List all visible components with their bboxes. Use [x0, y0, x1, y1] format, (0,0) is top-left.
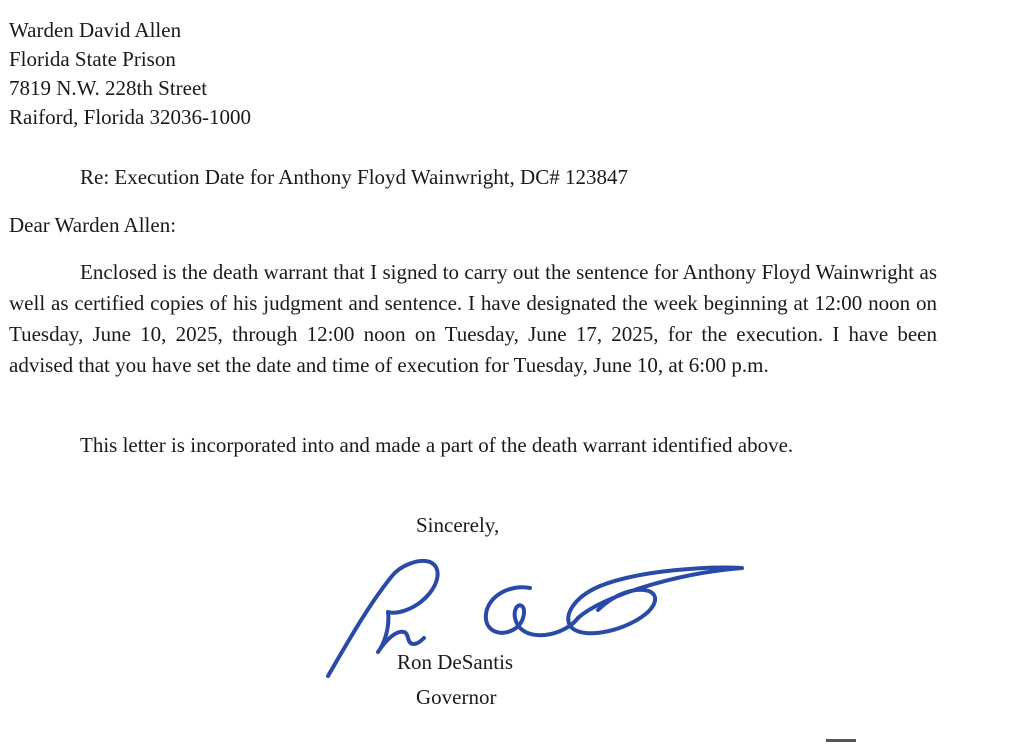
signer-title: Governor	[416, 685, 497, 709]
salutation: Dear Warden Allen:	[9, 213, 177, 237]
body-paragraph-1: Enclosed is the death warrant that I signed to carry out the sentence for Anthony Floyd Wainwright as well as certified copies of his judgment and sentence. I have designated the week beginning at 12:00 noon on Tuesday, June 10, 2025, through 12:00 noon on Tuesday, June 17, 2025, for the execution. I have been advised that you have set the date and time of execution for Tuesday, June 10, at 6:00 p.m.	[9, 260, 937, 377]
closing: Sincerely,	[416, 513, 500, 537]
body-paragraph-2: This letter is incorporated into and made a part of the death warrant identified above.	[80, 433, 794, 457]
subject-line: Re: Execution Date for Anthony Floyd Wainwright, DC# 123847	[80, 165, 628, 189]
address-line-name: Warden David Allen	[9, 18, 182, 42]
signer-name: Ron DeSantis	[397, 650, 514, 674]
signature-ink	[328, 561, 742, 676]
address-line-institution: Florida State Prison	[9, 47, 176, 71]
recipient-address	[9, 16, 251, 132]
address-line-street: 7819 N.W. 228th Street	[9, 76, 208, 100]
signature	[310, 548, 750, 688]
page-edge-mark	[826, 739, 856, 742]
address-line-city: Raiford, Florida 32036-1000	[9, 105, 252, 129]
